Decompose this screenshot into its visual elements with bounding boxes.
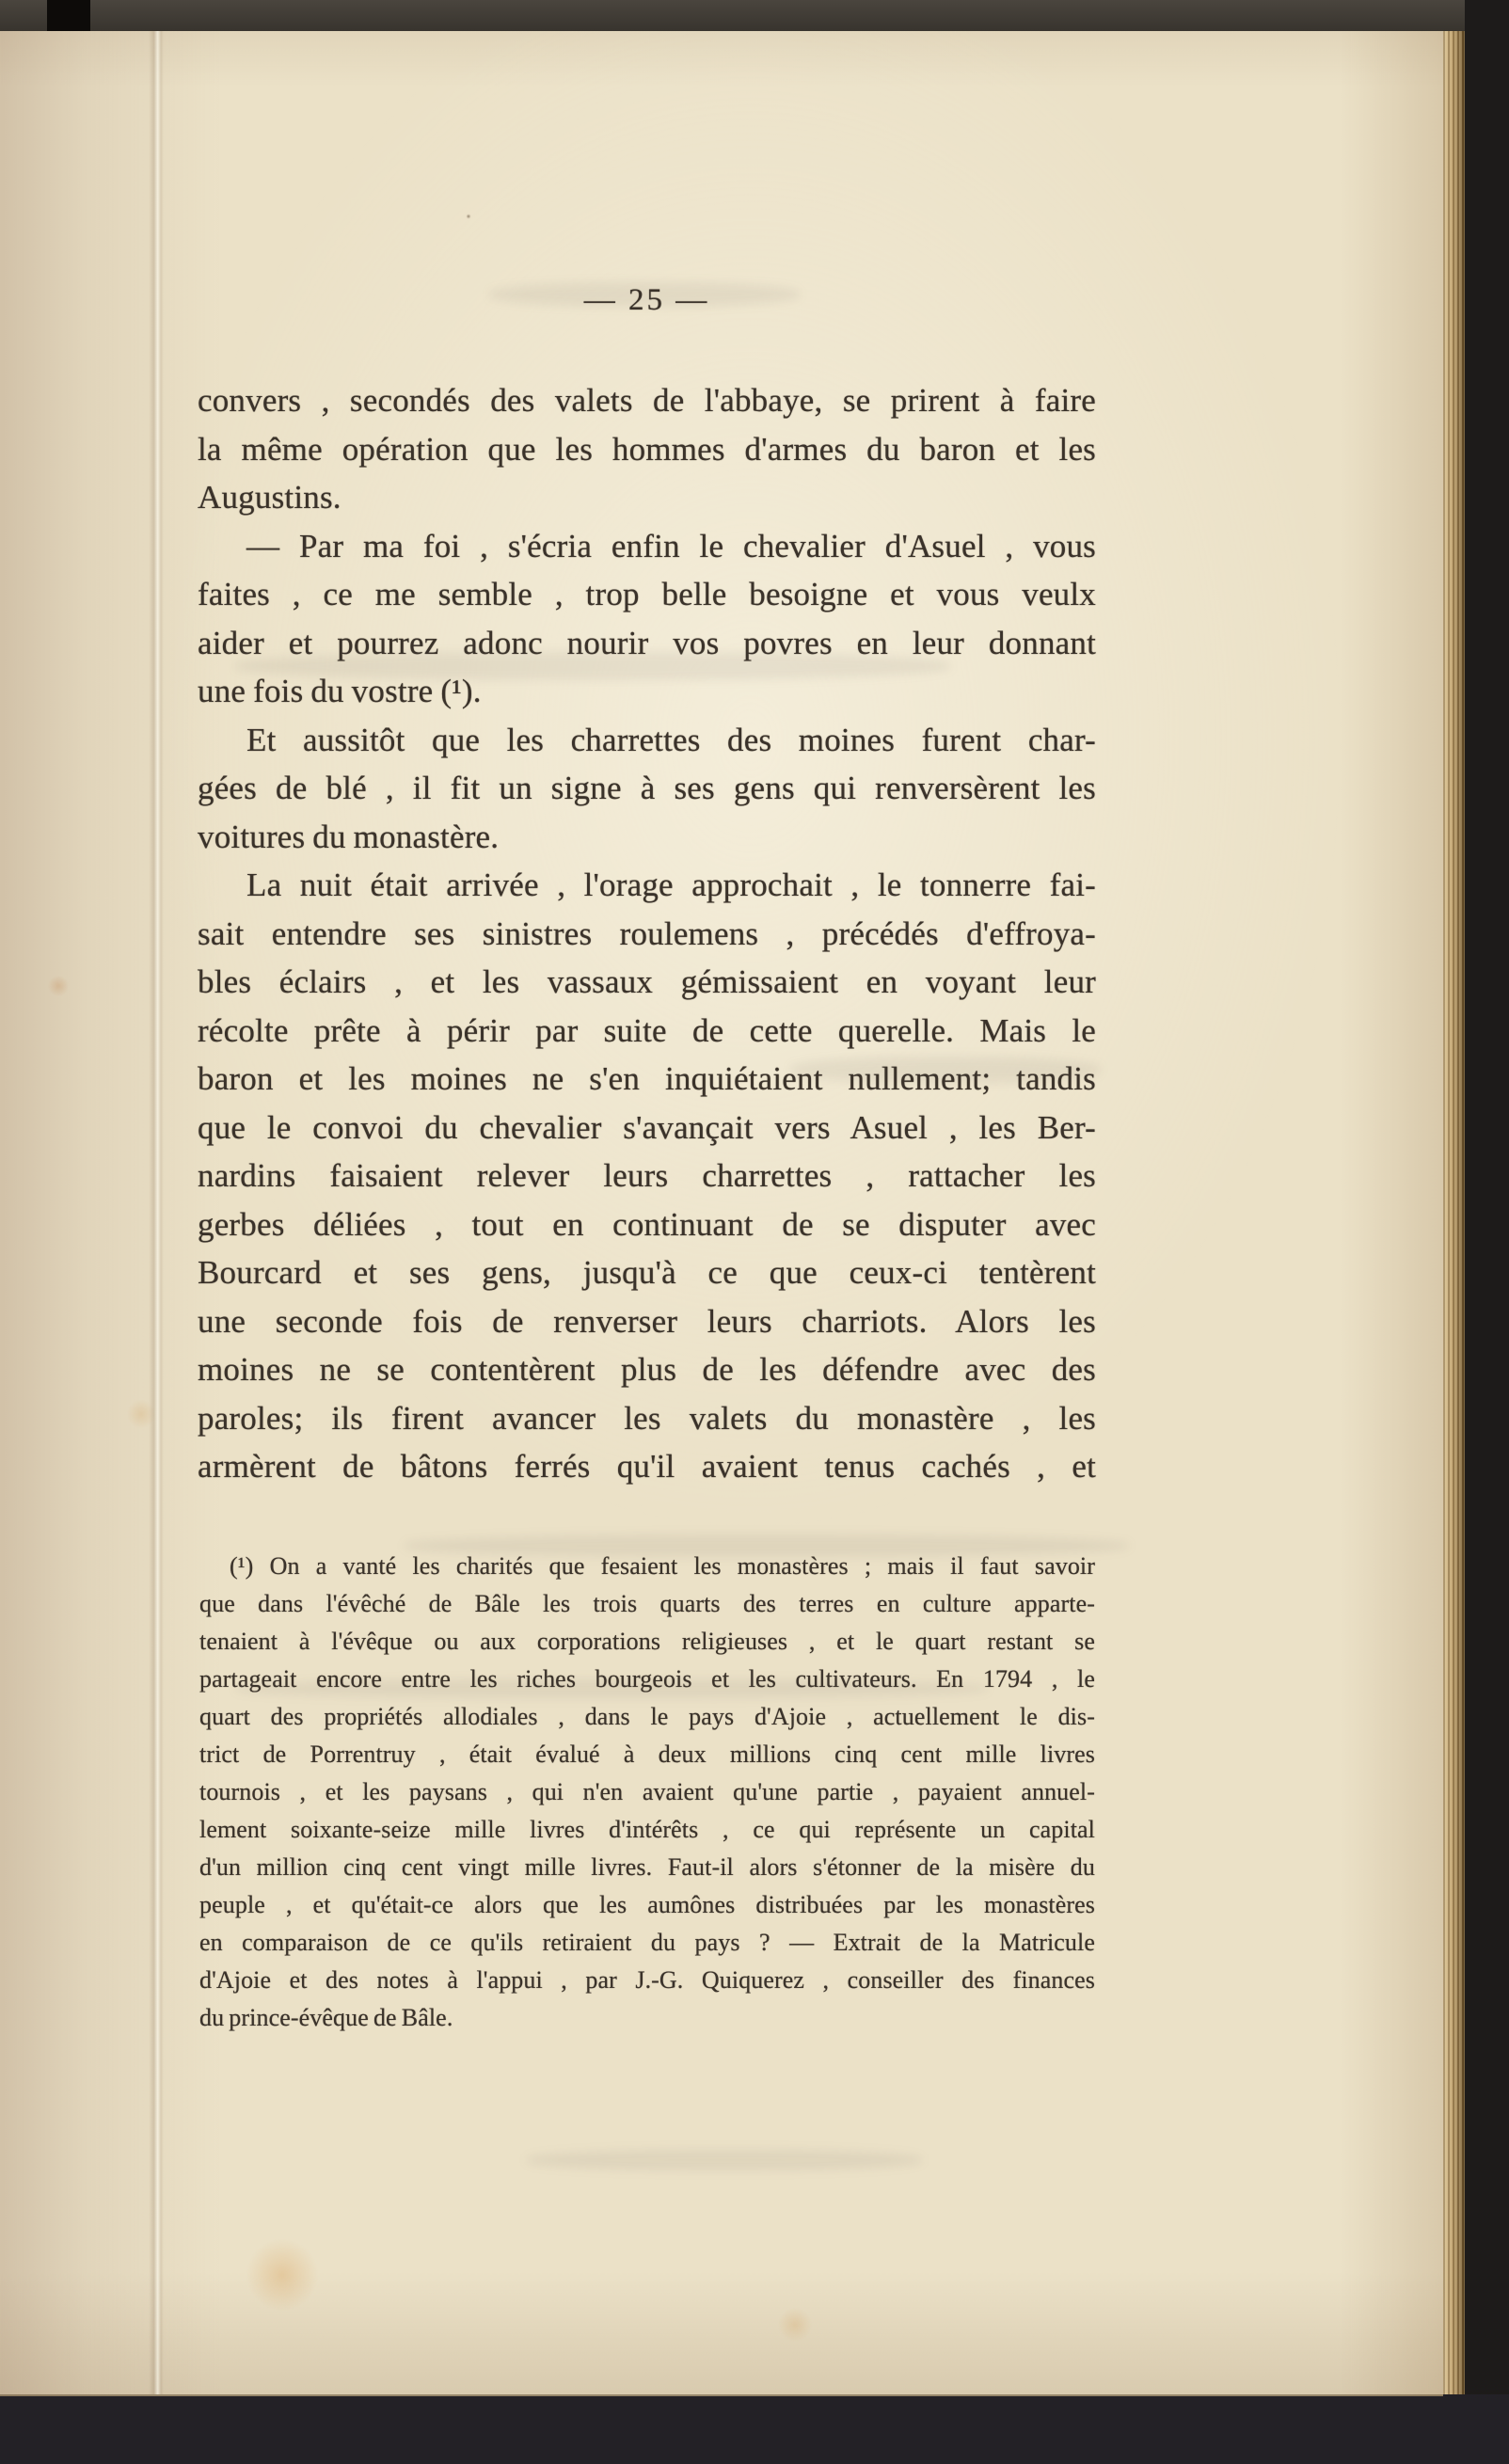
text-line: gerbes déliées , tout en continuant de se disputer avec	[198, 1205, 1096, 1243]
text-line: sait entendre ses sinistres roulemens , précédés d'effroya-	[198, 914, 1096, 952]
text-line: récolte prête à périr par suite de cette querelle. Mais le	[198, 1011, 1096, 1049]
text-line: partageait encore entre les riches bourgeois et les cultivateurs. En 1794 , le	[199, 1665, 1095, 1693]
text-line: gées de blé , il fit un signe à ses gens qui renversèrent les	[198, 770, 1096, 806]
text-line: nardins faisaient relever leurs charrettes , rattacher les	[198, 1157, 1096, 1194]
text-line: trict de Porrentruy , était évalué à deux millions cinq cent mille livres	[199, 1741, 1095, 1768]
text-line: — Par ma foi , s'écria enfin le chevalier d'Asuel , vous	[246, 527, 1096, 564]
text-line: (¹) On a vanté les charités que fesaient les monastères ; mais il faut savoir	[230, 1552, 1095, 1580]
text-line: la même opération que les hommes d'armes du baron et les	[198, 430, 1096, 468]
text-line: baron et les moines ne s'en inquiétaient nullement; tandis	[198, 1060, 1096, 1097]
footnote-text	[199, 1548, 1095, 2037]
text-line: Augustins.	[198, 479, 342, 516]
text-line: armèrent de bâtons ferrés qu'il avaient tenus cachés , et	[198, 1448, 1096, 1485]
text-line: moines ne se contentèrent plus de les défendre avec des	[198, 1351, 1096, 1388]
text-line: aider et pourrez adonc nourir vos povres en leur donnant	[198, 624, 1096, 661]
scanner-background-top	[0, 0, 1509, 33]
book-page	[0, 31, 1443, 2396]
text-line: La nuit était arrivée , l'orage approchait , le tonnerre fai-	[246, 866, 1096, 903]
text-line: paroles; ils firent avancer les valets du monastère , les	[198, 1399, 1096, 1437]
text-line: bles éclairs , et les vassaux gémissaient en voyant leur	[198, 963, 1096, 1000]
show-through-smudge	[527, 2150, 922, 2170]
text-line: Bourcard et ses gens, jusqu'à ce que ceux-ci tentèrent	[198, 1254, 1096, 1291]
text-line: d'un million cinq cent vingt mille livres. Faut-il alors s'étonner de la misère du	[199, 1853, 1095, 1881]
text-line: faites , ce me semble , trop belle besoigne et vous veulx	[198, 576, 1096, 612]
text-line: que le convoi du chevalier s'avançait vers Asuel , les Ber-	[198, 1108, 1096, 1146]
text-line: tenaient à l'évêque ou aux corporations religieuses , et le quart restant se	[199, 1628, 1095, 1655]
page-number: — 25 —	[583, 283, 710, 317]
text-line: une seconde fois de renverser leurs charriots. Alors les	[198, 1302, 1096, 1340]
stacked-page-edges	[1443, 31, 1465, 2394]
text-line: voitures du monastère.	[198, 818, 500, 855]
text-line: en comparaison de ce qu'ils retiraient du pays ? — Extrait de la Matricule	[199, 1929, 1095, 1956]
text-line: du prince-évêque de Bâle.	[199, 2004, 453, 2031]
text-line: lement soixante-seize mille livres d'intérêts , ce qui représente un capital	[199, 1816, 1095, 1843]
text-line: tournois , et les paysans , qui n'en avaient qu'une partie , payaient annuel-	[199, 1778, 1095, 1805]
text-line: que dans l'évêché de Bâle les trois quarts des terres en culture apparte-	[199, 1590, 1095, 1617]
gutter-crease	[149, 31, 164, 2394]
body-text	[198, 376, 1096, 1491]
text-line: d'Ajoie et des notes à l'appui , par J.-G. Quiquerez , conseiller des finances	[199, 1966, 1095, 1994]
scanner-background-right	[1465, 0, 1509, 2464]
scanner-background-bottom	[0, 2394, 1509, 2464]
text-line: convers , secondés des valets de l'abbaye, se prirent à faire	[198, 382, 1096, 419]
text-line: Et aussitôt que les charrettes des moines furent char-	[246, 721, 1096, 758]
text-line: une fois du vostre (¹).	[198, 673, 482, 709]
text-line: peuple , et qu'était-ce alors que les aumônes distribuées par les monastères	[199, 1891, 1095, 1918]
text-line: quart des propriétés allodiales , dans le pays d'Ajoie , actuellement le dis-	[199, 1703, 1095, 1730]
